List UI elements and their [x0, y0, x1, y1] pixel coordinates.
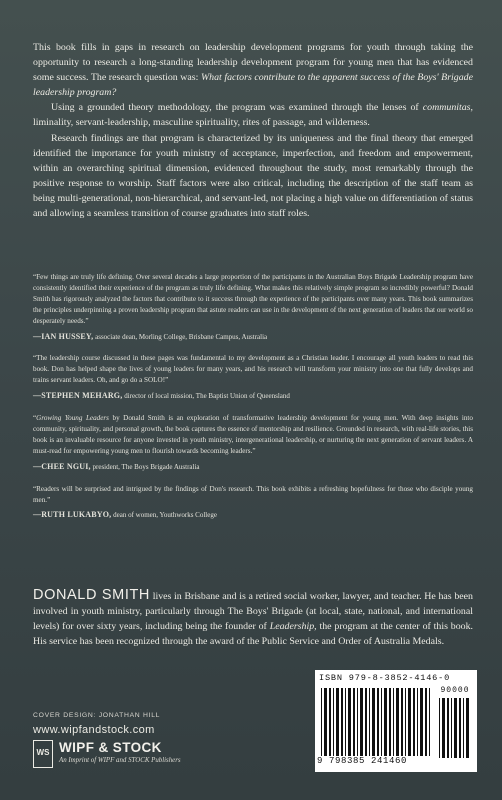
endorsement-ngui: [33, 413, 473, 473]
ean-digits: 9 798385 241460: [317, 756, 408, 766]
summary-paragraph-3: Research findings are that program is characterized by its uniqueness and the final theory that emerged identified the importance for youth ministry of acceptance, imperfection, and freedom and empowerment, within an overarching spiritual dimension, evidenced throughout the study, most remarkably through the positive response to worship. Staff factors were also critical, including the description of the staff team as being multi-generational, non-hierarchical, and servant-led, not placing a high value on differentiation of status and allowing a seamless transition of course graduates into staff roles.: [33, 132, 473, 220]
book-summary: [33, 40, 473, 221]
endorsement-quote: “Readers will be surprised and intrigued by the findings of Don's research. This book exhibits a refreshing hopefulness for those who disciple young men.”: [33, 484, 473, 504]
endorsement-quote: “The leadership course discussed in these pages was fundamental to my development as a Christian leader. I encourage all youth leaders to read this book. Don has helped shape the lives of young leaders for many years, and his research will transform your ministry into one that fully develops and trains servant leaders. Oh, and go do a SOLO!”: [33, 354, 473, 385]
isbn-label: ISBN 979-8-3852-4146-0: [319, 673, 451, 683]
cover-design-credit: COVER DESIGN: JONATHAN HILL: [33, 712, 161, 719]
endorsement-hussey: [33, 272, 473, 342]
publisher-logo: [33, 740, 273, 770]
endorsement-attribution: —IAN HUSSEY, associate dean, Morling College, Brisbane Campus, Australia: [33, 331, 268, 341]
endorsement-attribution: —RUTH LUKABYO, dean of women, Youthworks College: [33, 510, 217, 520]
price-code: 90000: [440, 686, 470, 695]
publisher-name: WIPF & STOCK: [59, 740, 162, 755]
ws-logo-icon: WS: [33, 740, 53, 768]
price-barcode-icon: [439, 698, 473, 758]
endorsement-attribution: —CHEE NGUI, president, The Boys Brigade Australia: [33, 461, 200, 471]
ean-barcode-icon: [321, 688, 433, 756]
summary-paragraph-2: Using a grounded theory methodology, the program was examined through the lenses of communitas, liminality, servant-leadership, masculine spirituality, rites of passage, and wilderness.: [33, 102, 473, 129]
summary-paragraph-1: This book fills in gaps in research on leadership development programs for youth through taking the opportunity to research a long-standing leadership development program for young men that has evidenced some success. The research question was: What factors contribute to the apparent success of the Boys' Brigade leadership program?: [33, 42, 473, 99]
endorsement-quote: “Few things are truly life defining. Over several decades a large proportion of the participants in the Australian Boys Brigade Leadership program have consistently identified their experience of the program as truly life defining. What makes this relatively simple program so incredibly powerful? Donald Smith has rigorously analyzed the factors that contribute to it success through the experience of the participants over many years. This book summarizes the principles underpinning a proven leadership program that astute readers can use in the development of the next generation of leaders that our world so desperately needs.”: [33, 273, 473, 325]
endorsement-attribution: —STEPHEN MEHARG, director of local mission, The Baptist Union of Queensland: [33, 391, 290, 401]
endorsement-lukabyo: [33, 484, 473, 522]
publisher-imprint: An Imprint of WIPF and STOCK Publishers: [59, 757, 181, 764]
author-bio: DONALD SMITH lives in Brisbane and is a retired social worker, lawyer, and teacher. He has been involved in youth ministry, particularly through The Boys' Brigade (at local, state, national, and international levels) for over sixty years, including being the founder of Leadership, the program at the center of this book. His service has been recognized through the award of the Public Service and Order of Australia Medals.: [33, 587, 473, 648]
publisher-website-link[interactable]: www.wipfandstock.com: [33, 724, 155, 736]
endorsements: [33, 272, 473, 532]
research-question: What factors contribute to the apparent success of the Boys' Brigade leadership program?: [33, 72, 473, 99]
isbn-barcode: [315, 670, 477, 772]
author-name: DONALD SMITH: [33, 587, 150, 603]
endorsement-meharg: [33, 353, 473, 402]
endorsement-quote: “Growing Young Leaders by Donald Smith is an exploration of transformative leadership development for young men. With deep insights into community, spirituality, and personal growth, the book captures the essence of mentorship and resilience. Grounded in research, with real-life stories, this book is an invaluable resource for anyone invested in youth ministry, intergenerational leadership, or nurturing the next generation of servant leaders. A must-read for empowering young men to flourish towards becoming leaders.”: [33, 414, 473, 455]
